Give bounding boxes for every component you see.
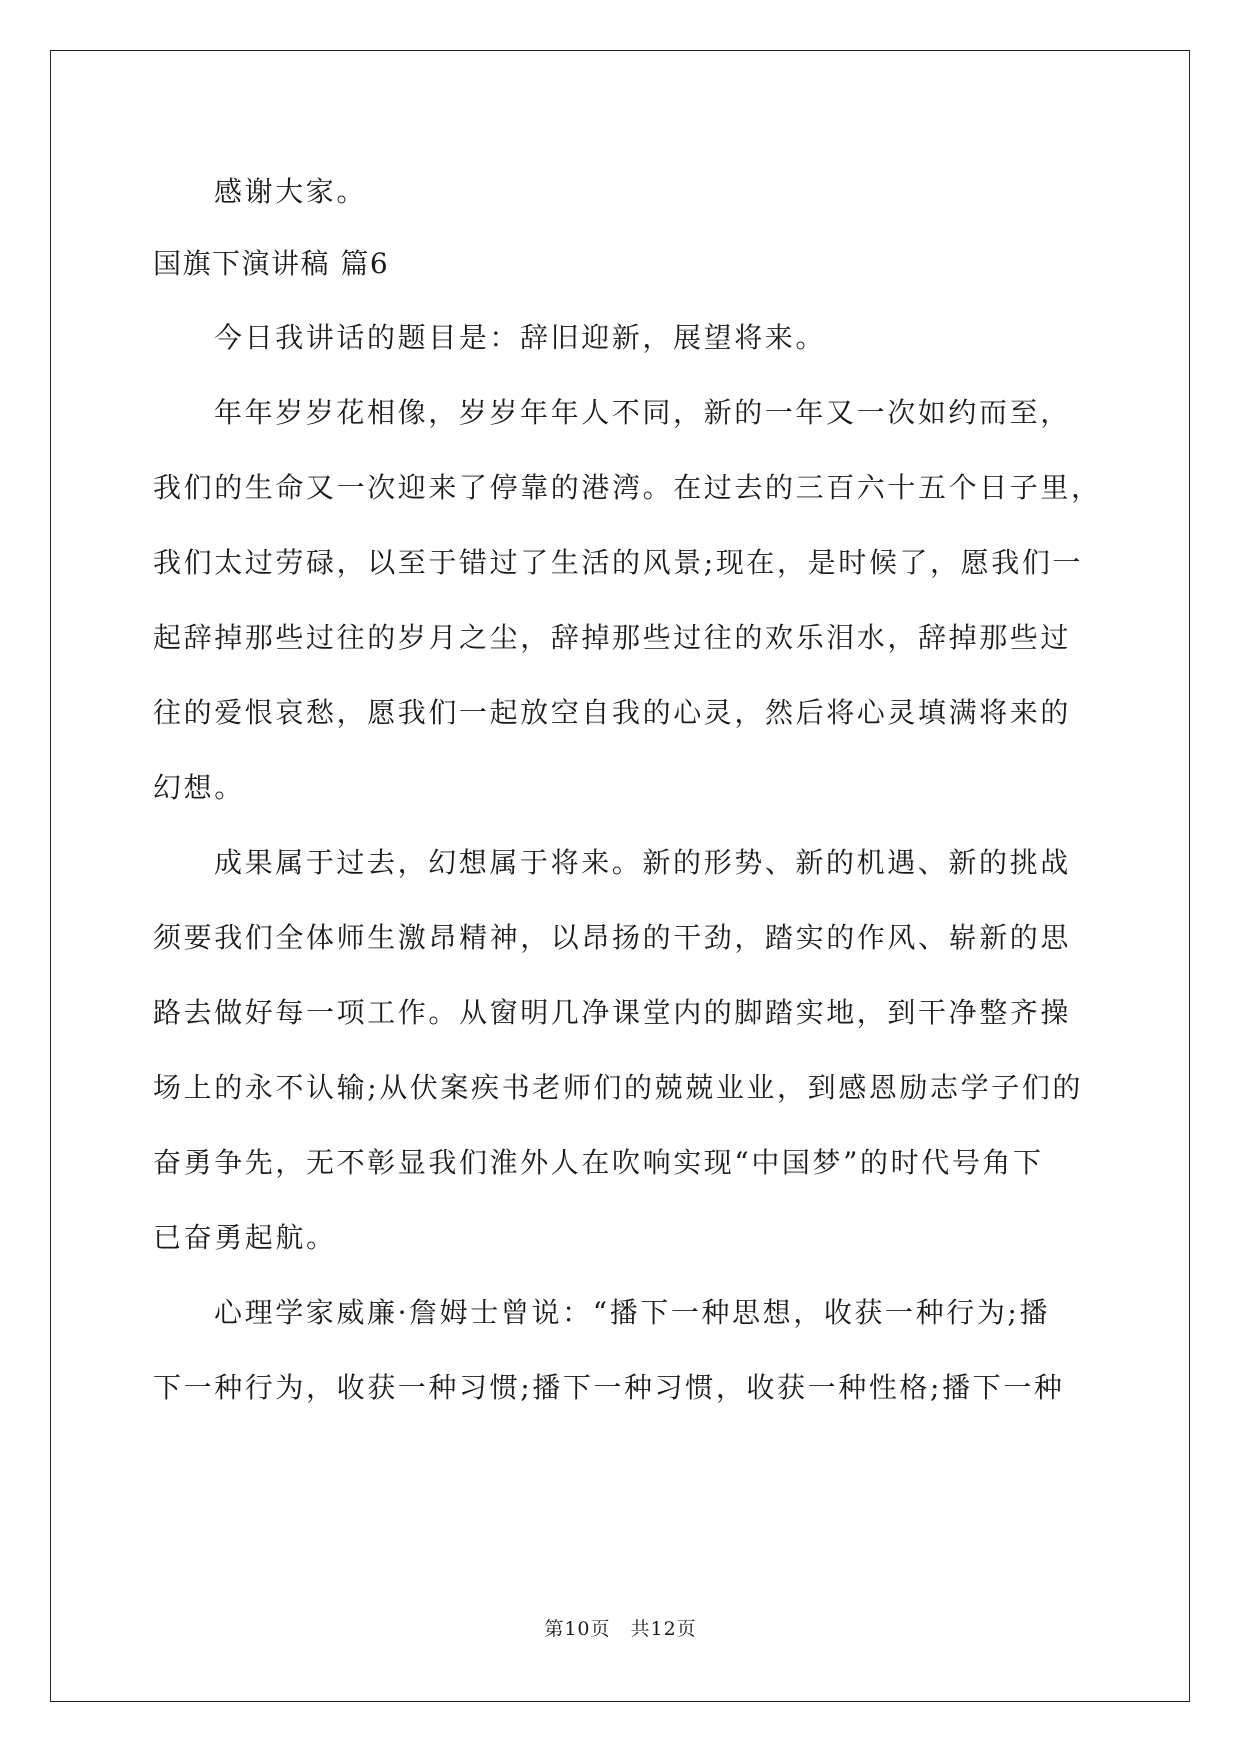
text-line: 路去做好每一项工作。从窗明几净课堂内的脚踏实地，到干净整齐操 [153, 996, 1072, 1029]
text-line: 幻想。 [153, 771, 245, 804]
page-total: 共12页 [630, 1618, 697, 1640]
page-footer [0, 1617, 1241, 1641]
text-line: 我们的生命又一次迎来了停靠的港湾。在过去的三百六十五个日子里， [153, 471, 1102, 504]
text-line: 下一种行为，收获一种习惯;播下一种习惯，收获一种性格;播下一种 [153, 1371, 1065, 1404]
page-number: 第10页 [544, 1618, 611, 1640]
text-line: 场上的永不认输;从伏案疾书老师们的兢兢业业，到感恩励志学子们的 [153, 1071, 1084, 1104]
section-heading: 国旗下演讲稿 篇6 [153, 247, 390, 280]
text-line: 往的爱恨哀愁，愿我们一起放空自我的心灵，然后将心灵填满将来的 [153, 696, 1072, 729]
text-line: 成果属于过去，幻想属于将来。新的形势、新的机遇、新的挑战 [214, 846, 1071, 879]
text-line: 已奋勇起航。 [153, 1221, 337, 1254]
text-line: 心理学家威廉·詹姆士曾说：“播下一种思想，收获一种行为;播 [214, 1296, 1051, 1329]
text-line: 我们太过劳碌，以至于错过了生活的风景;现在，是时候了，愿我们一 [153, 546, 1084, 579]
text-line: 起辞掉那些过往的岁月之尘，辞掉那些过往的欢乐泪水，辞掉那些过 [153, 621, 1072, 654]
text-line: 须要我们全体师生激昂精神，以昂扬的干劲，踏实的作风、崭新的思 [153, 921, 1072, 954]
text-line: 年年岁岁花相像，岁岁年年人不同，新的一年又一次如约而至， [214, 396, 1071, 429]
text-line: 感谢大家。 [214, 175, 368, 208]
text-line: 奋勇争先，无不彰显我们淮外人在吹响实现“中国梦”的时代号角下 [153, 1146, 1044, 1179]
text-line: 今日我讲话的题目是：辞旧迎新，展望将来。 [214, 321, 827, 354]
